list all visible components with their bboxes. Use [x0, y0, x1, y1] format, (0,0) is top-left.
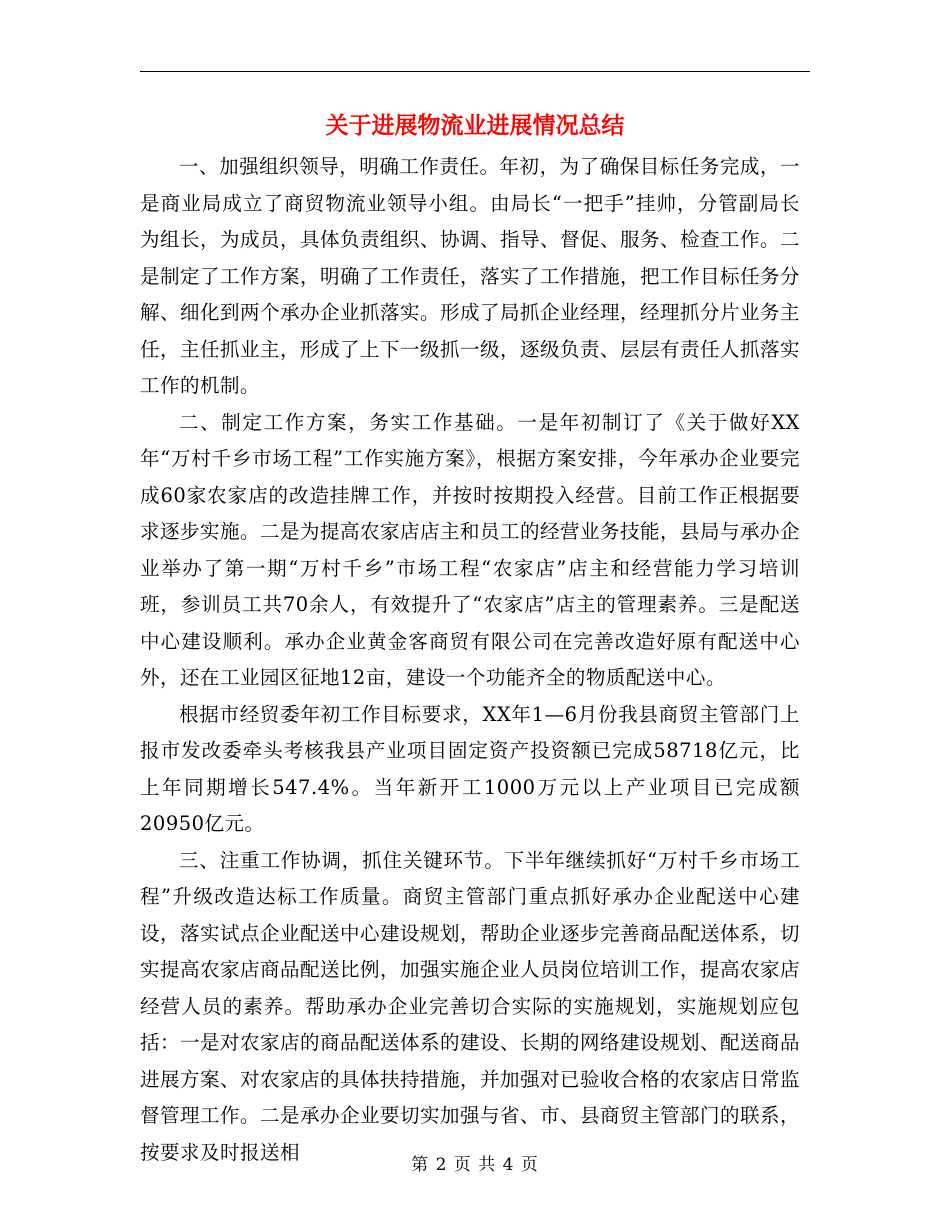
paragraph-1: 一、加强组织领导，明确工作责任。年初，为了确保目标任务完成，一是商业局成立了商贸物流业领导小组。由局长“一把手”挂帅，分管副局长为组长，为成员，具体负责组织、协调、指导、督促、服务、检查工作。二是制定了工作方案，明确了工作责任，落实了工作措施，把工作目标任务分解、细化到两个承办企业抓落实。形成了局抓企业经理，经理抓分片业务主任，主任抓业主，形成了上下一级抓一级，逐级负责、层层有责任人抓落实工作的机制。 [140, 155, 801, 397]
paragraph-4: 三、注重工作协调，抓住关键环节。下半年继续抓好“万村千乡市场工程”升级改造达标工作质量。商贸主管部门重点抓好承办企业配送中心建设，落实试点企业配送中心建设规划，帮助企业逐步完善商品配送体系，切实提高农家店商品配送比例，加强实施企业人员岗位培训工作，提高农家店经营人员的素养。帮助承办企业完善切合实际的实施规划，实施规划应包括：一是对农家店的商品配送体系的建设、长期的网络建设规划、配送商品进展方案、对农家店的具体扶持措施，并加强对已验收合格的农家店日常监督管理工作。二是承办企业要切实加强与省、市、县商贸主管部门的联系，按要求及时报送相 [140, 848, 801, 1164]
header-rule [140, 71, 810, 72]
paragraph-3: 根据市经贸委年初工作目标要求，XX年1—6月份我县商贸主管部门上报市发改委牵头考核我县产业项目固定资产投资额已完成58718亿元，比上年同期增长547.4%。当年新开工1000万元以上产业项目已完成额20950亿元。 [140, 702, 800, 835]
document-title: 关于进展物流业进展情况总结 [325, 112, 625, 139]
paragraph-2: 二、制定工作方案，务实工作基础。一是年初制订了《关于做好XX年“万村千乡市场工程”工作实施方案》，根据方案安排，今年承办企业要完成60家农家店的改造挂牌工作，并按时按期投入经营。目前工作正根据要求逐步实施。二是为提高农家店店主和员工的经营业务技能，县局与承办企业举办了第一期“万村千乡”市场工程“农家店”店主和经营能力学习培训班，参训员工共70余人，有效提升了“农家店”店主的管理素养。三是配送中心建设顺利。承办企业黄金客商贸有限公司在完善改造好原有配送中心外，还在工业园区征地12亩，建设一个功能齐全的物质配送中心。 [140, 410, 801, 689]
document-body [140, 149, 800, 1171]
page-number: 第 2 页 共 4 页 [411, 1155, 539, 1175]
